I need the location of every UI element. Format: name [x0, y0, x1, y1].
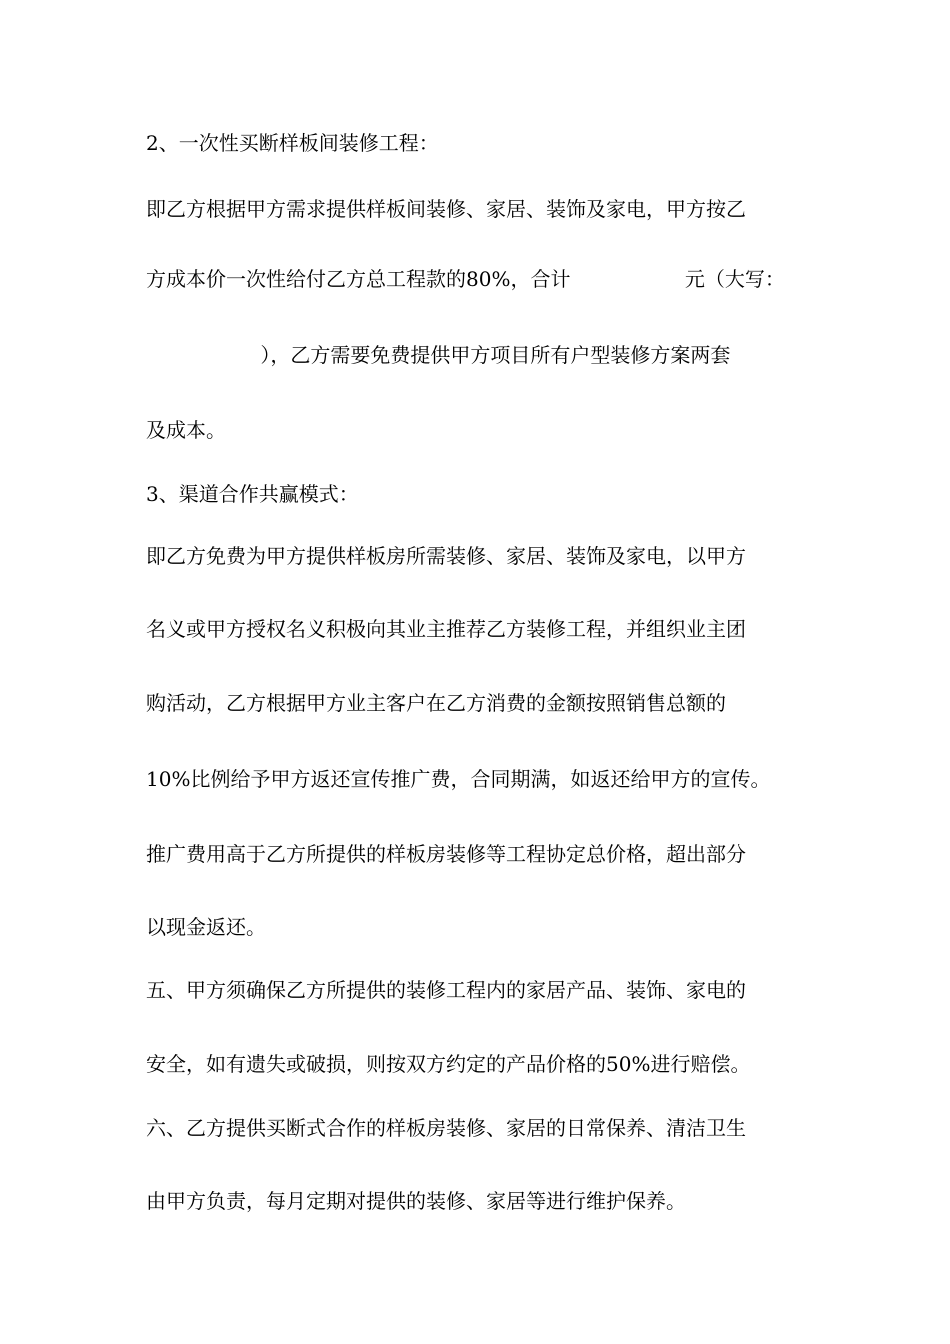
clause-6-line: 由甲方负责，每月定期对提供的装修、家居等进行维护保养。 — [146, 1189, 686, 1213]
paragraph-line: ），乙方需要免费提供甲方项目所有户型装修方案两套 — [146, 343, 731, 367]
clause-6-line: 六、乙方提供买断式合作的样板房装修、家居的日常保养、清洁卫生 — [146, 1116, 746, 1140]
paragraph-line: 推广费用高于乙方所提供的样板房装修等工程协定总价格，超出部分 — [146, 842, 746, 866]
paragraph-line: 购活动，乙方根据甲方业主客户在乙方消费的金额按照销售总额的 — [146, 691, 726, 715]
paragraph-line: 即乙方免费为甲方提供样板房所需装修、家居、装饰及家电，以甲方 — [146, 544, 746, 568]
section-3-heading: 3、渠道合作共赢模式： — [146, 482, 359, 506]
section-2-heading: 2、一次性买断样板间装修工程： — [146, 131, 439, 155]
paragraph-line: 以现金返还。 — [146, 915, 266, 939]
clause-5-line: 安全，如有遗失或破损，则按双方约定的产品价格的50%进行赔偿。 — [146, 1052, 751, 1076]
paragraph-line: 方成本价一次性给付乙方总工程款的80%，合计 元（大写： — [146, 267, 785, 291]
clause-5-line: 五、甲方须确保乙方所提供的装修工程内的家居产品、装饰、家电的 — [146, 978, 746, 1002]
paragraph-line: 名义或甲方授权名义积极向其业主推荐乙方装修工程，并组织业主团 — [146, 617, 746, 641]
paragraph-line: 即乙方根据甲方需求提供样板间装修、家居、装饰及家电，甲方按乙 — [146, 197, 746, 221]
paragraph-line: 及成本。 — [146, 418, 226, 442]
paragraph-line: 10%比例给予甲方返还宣传推广费，合同期满，如返还给甲方的宣传。 — [146, 767, 771, 791]
